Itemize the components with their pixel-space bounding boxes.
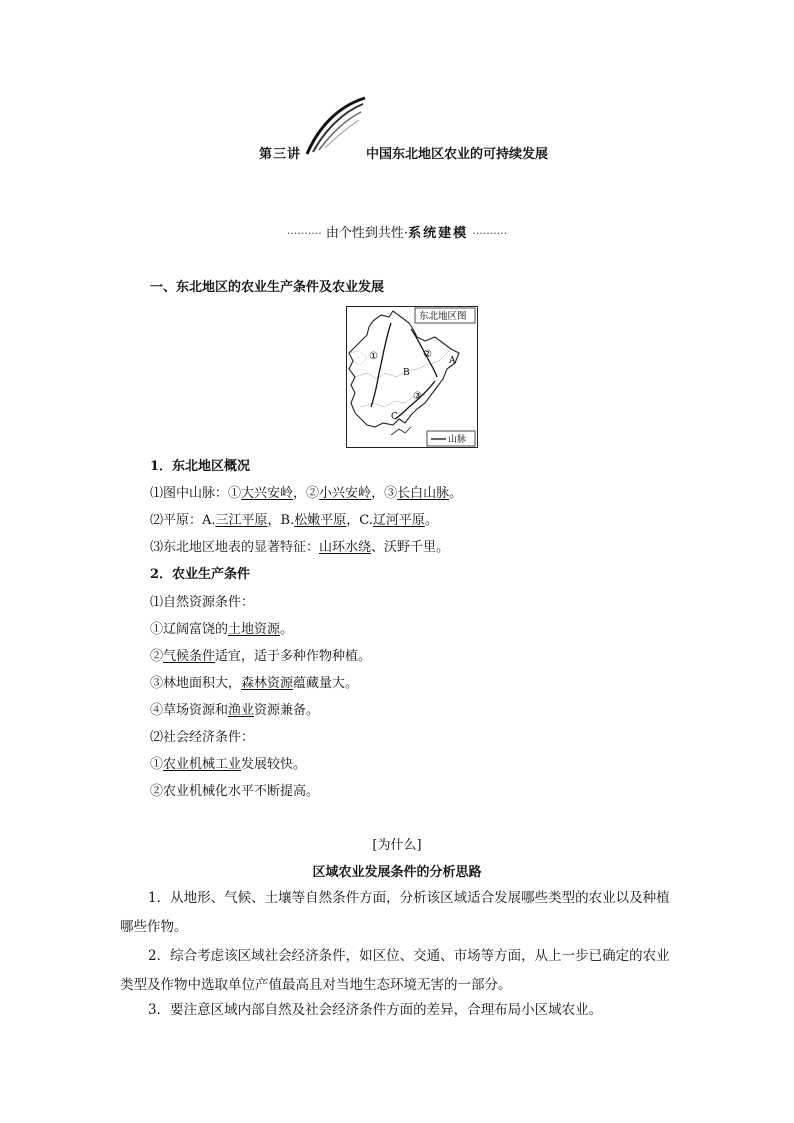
text: ⑶东北地区地表的显著特征： (150, 540, 320, 555)
banner-text-bold: 系统建模 (408, 226, 469, 241)
text: ，③ (371, 486, 398, 501)
natural-condition-4 (150, 702, 319, 720)
answer-blank: 山环水绕 (319, 540, 372, 555)
page-header (0, 143, 794, 165)
why-tag: [为什么] (372, 838, 422, 853)
answer-blank: 大兴安岭 (241, 486, 294, 501)
social-condition-1 (150, 756, 306, 774)
text: 。 (280, 622, 294, 637)
mountain-range-1 (371, 323, 391, 407)
text: ，C. (346, 513, 373, 528)
text: 蕴藏量大。 (293, 676, 359, 691)
why-paragraph-2: 2．综合考虑该区域社会经济条件，如区位、交通、市场等方面，从上一步已确定的农业类型及作物中选取单位产值最高且对当地生态环境无害的一部分。 (120, 948, 670, 993)
overview-feature (150, 539, 449, 557)
text: ④草场资源和 (150, 703, 229, 718)
text: ，② (293, 486, 320, 501)
text: ⑴图中山脉：① (150, 486, 242, 501)
text: 发展较快。 (241, 757, 307, 772)
text: ① (150, 757, 164, 772)
answer-blank: 气候条件 (163, 649, 216, 664)
why-paragraph-1: 1．从地形、气候、土壤等自然条件方面，分析该区域适合发展哪些类型的农业以及种植哪些作物。 (120, 890, 670, 935)
text: 沃野千里 (384, 540, 437, 555)
why-title: 区域农业发展条件的分析思路 (312, 865, 482, 880)
answer-blank: 小兴安岭 (319, 486, 372, 501)
overview-plains (150, 512, 438, 530)
natural-condition-1 (150, 621, 293, 639)
lecture-title: 中国东北地区农业的可持续发展 (366, 147, 549, 162)
natural-conditions-heading: ⑴自然资源条件： (150, 595, 255, 610)
overview-heading: 1．东北地区概况 (150, 459, 251, 474)
map-label-3: ③ (413, 391, 422, 402)
text: ①辽阔富饶的 (150, 622, 229, 637)
text: 、 (371, 540, 385, 555)
answer-blank: 辽河平原 (372, 513, 425, 528)
map-drawing (347, 307, 477, 447)
section-heading: 一、东北地区的农业生产条件及农业发展 (150, 280, 385, 295)
answer-blank: 土地资源 (228, 622, 281, 637)
answer-blank: 渔业 (228, 703, 255, 718)
answer-blank: 松嫩平原 (294, 513, 347, 528)
social-condition-2: ②农业机械化水平不断提高。 (150, 784, 320, 799)
map-label-a: A (449, 356, 456, 366)
banner-left-dots: ·········· (286, 227, 322, 240)
section-banner (0, 222, 794, 241)
text: 资源兼备。 (254, 703, 320, 718)
text: ，B. (267, 513, 295, 528)
text: 适宜，适于多种作物种植。 (215, 649, 372, 664)
map-label-c: C (391, 412, 398, 422)
natural-condition-2 (150, 648, 371, 666)
northeast-map-figure (346, 306, 478, 448)
social-conditions-heading: ⑵社会经济条件： (150, 730, 255, 745)
overview-mountains (150, 485, 462, 503)
natural-condition-3 (150, 675, 358, 693)
text: 。 (449, 486, 463, 501)
map-label-2: ② (423, 349, 432, 360)
map-legend-label: 山脉 (448, 435, 467, 445)
text: 。 (424, 513, 438, 528)
why-paragraph-3: 3．要注意区域内部自然及社会经济条件方面的差异，合理布局小区域农业。 (148, 1002, 603, 1018)
map-label-b: B (403, 368, 410, 378)
banner-text: 由个性到共性· (325, 226, 409, 241)
banner-right-dots: ·········· (472, 227, 508, 240)
text: 。 (436, 540, 450, 555)
conditions-heading: 2．农业生产条件 (150, 567, 251, 582)
text: ② (150, 649, 164, 664)
answer-blank: 长白山脉 (397, 486, 450, 501)
map-label-1: ① (369, 351, 378, 362)
text: ⑵平原：A. (150, 513, 216, 528)
answer-blank: 三江平原 (215, 513, 268, 528)
text: ③林地面积大， (150, 676, 242, 691)
map-title: 东北地区图 (419, 311, 467, 322)
answer-blank: 森林资源 (241, 676, 294, 691)
answer-blank: 农业机械工业 (163, 757, 242, 772)
lecture-number: 第三讲 (259, 147, 302, 162)
